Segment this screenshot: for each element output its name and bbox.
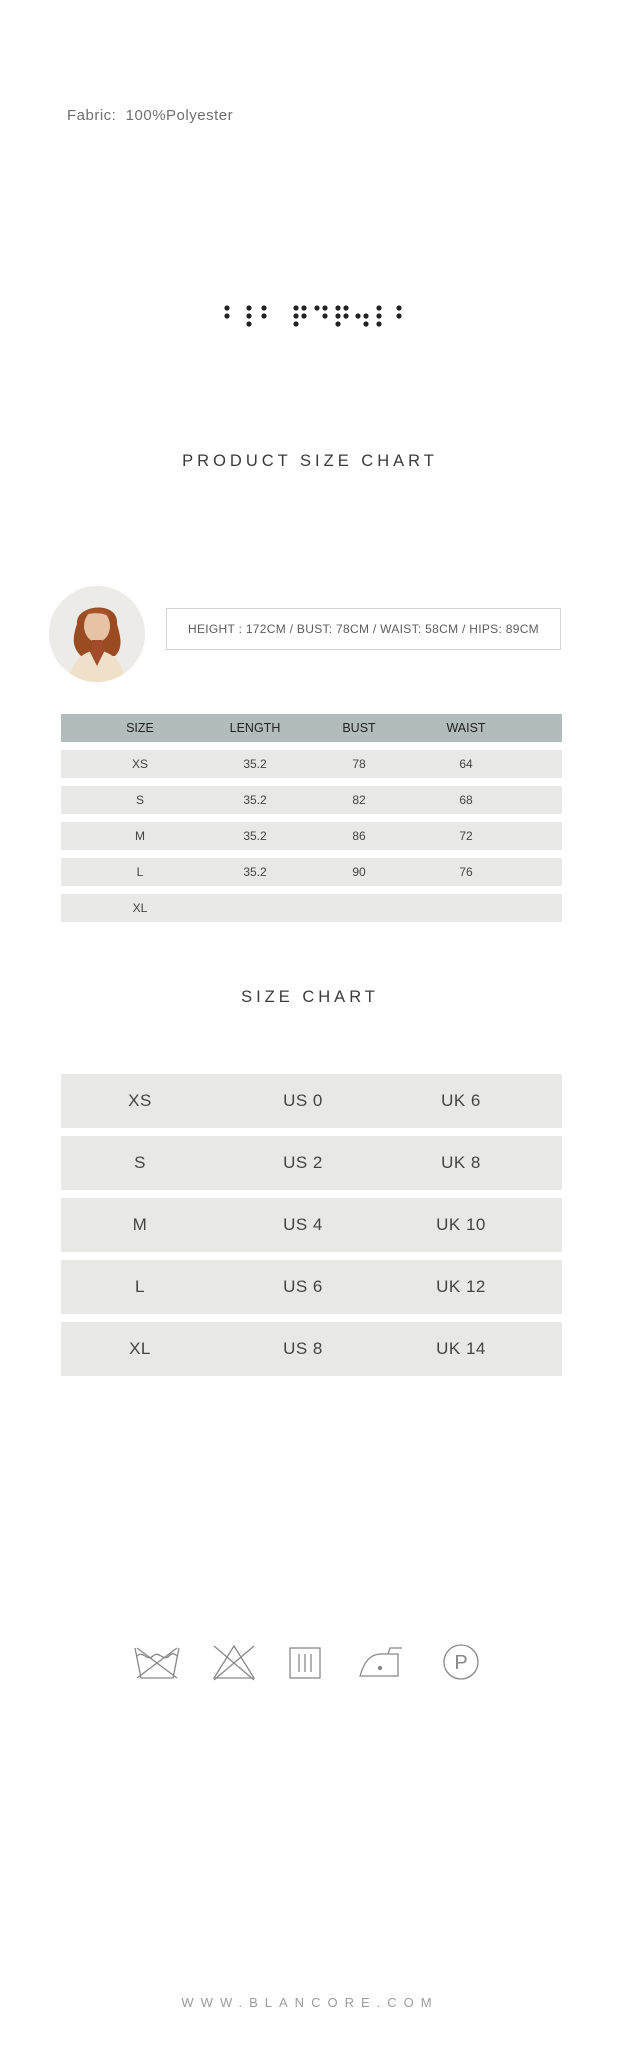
table-row bbox=[61, 1074, 562, 1128]
cell-size: XL bbox=[129, 1339, 151, 1358]
cell-uk-size: UK 12 bbox=[436, 1277, 486, 1296]
cell-waist: 64 bbox=[459, 757, 473, 771]
table-row bbox=[61, 1136, 562, 1190]
cell-size: M bbox=[132, 1215, 148, 1234]
header-bust: BUST bbox=[342, 721, 376, 735]
table-row bbox=[61, 858, 562, 886]
cell-size: XS bbox=[128, 1091, 152, 1110]
cell-waist: 72 bbox=[459, 829, 473, 843]
table-row bbox=[61, 750, 562, 778]
hand-wash-icon bbox=[135, 1648, 179, 1678]
table-row bbox=[61, 1198, 562, 1252]
cell-bust: 78 bbox=[352, 757, 366, 771]
iron-medium-icon bbox=[360, 1648, 402, 1676]
cell-size: S bbox=[134, 1153, 146, 1172]
cell-size: M bbox=[135, 829, 145, 843]
tumble-dry-icon bbox=[290, 1648, 320, 1678]
care-instructions bbox=[0, 1640, 620, 1684]
table-row bbox=[61, 1260, 562, 1314]
cell-size: XS bbox=[131, 757, 148, 771]
cell-length: 35.2 bbox=[243, 793, 267, 807]
table-row bbox=[61, 786, 562, 814]
cell-uk-size: UK 6 bbox=[441, 1091, 481, 1110]
table-row bbox=[61, 822, 562, 850]
table-header-row bbox=[61, 714, 562, 742]
cell-uk-size: UK 10 bbox=[436, 1215, 486, 1234]
cell-us-size: US 4 bbox=[283, 1215, 323, 1234]
header-waist: WAIST bbox=[446, 721, 486, 735]
cell-us-size: US 0 bbox=[283, 1091, 323, 1110]
header-length: LENGTH bbox=[229, 721, 281, 735]
cell-size: L bbox=[135, 1277, 145, 1296]
cell-us-size: US 2 bbox=[283, 1153, 323, 1172]
cell-waist: 68 bbox=[459, 793, 473, 807]
table-row bbox=[61, 1322, 562, 1376]
header-size: SIZE bbox=[126, 721, 154, 735]
cell-length: 35.2 bbox=[243, 829, 267, 843]
cell-bust: 90 bbox=[352, 865, 366, 879]
size-chart-title: SIZE CHART bbox=[241, 988, 379, 1006]
cell-length bbox=[219, 894, 291, 922]
svg-text:P: P bbox=[454, 1652, 468, 1674]
cell-bust bbox=[329, 894, 389, 922]
cell-bust: 86 bbox=[352, 829, 366, 843]
cell-bust: 82 bbox=[352, 793, 366, 807]
model-measurements: HEIGHT : 172CM / BUST: 78CM / WAIST: 58CM / HIPS: 89CM bbox=[166, 608, 561, 650]
cell-waist bbox=[431, 894, 501, 922]
cell-length: 35.2 bbox=[243, 757, 267, 771]
website-url[interactable]: WWW.BLANCORE.COM bbox=[181, 1995, 439, 2010]
cell-size: XL bbox=[132, 901, 148, 915]
product-size-chart-title: PRODUCT SIZE CHART bbox=[182, 452, 438, 470]
cell-us-size: US 8 bbox=[283, 1339, 323, 1358]
cell-waist: 76 bbox=[459, 865, 473, 879]
cell-size: S bbox=[135, 793, 144, 807]
cell-length: 35.2 bbox=[243, 865, 267, 879]
cell-us-size: US 6 bbox=[283, 1277, 323, 1296]
do-not-bleach-icon bbox=[214, 1646, 254, 1680]
cell-size: L bbox=[136, 865, 144, 879]
cell-uk-size: UK 14 bbox=[436, 1339, 486, 1358]
cell-uk-size: UK 8 bbox=[441, 1153, 481, 1172]
table-row bbox=[61, 894, 562, 922]
model-avatar bbox=[49, 586, 145, 682]
braille-logo bbox=[224, 305, 402, 335]
fabric-composition: Fabric: 100%Polyester bbox=[67, 107, 234, 124]
